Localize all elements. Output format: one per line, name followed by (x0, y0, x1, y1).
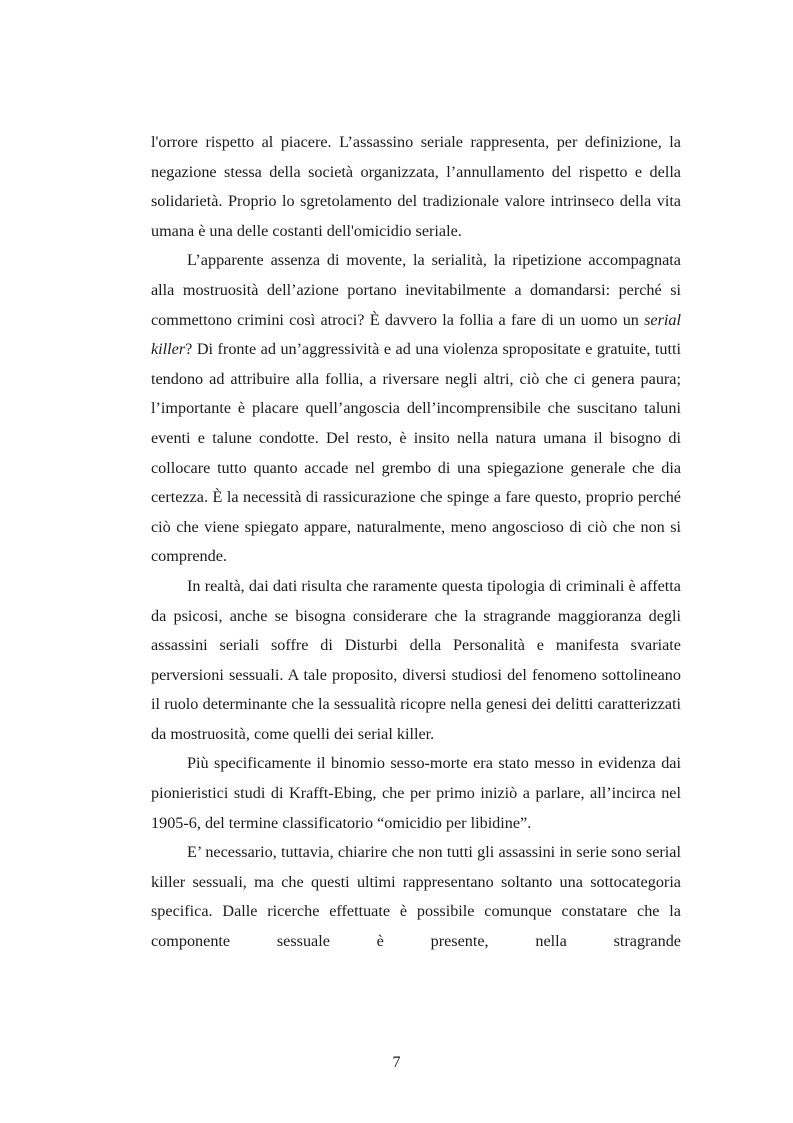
document-page (151, 128, 681, 957)
paragraph-4: Più specificamente il binomio sesso-morte era stato messo in evidenza dai pionieristici studi di Krafft-Ebing, che per primo iniziò a parlare, all’incirca nel 1905-6, del termine classificatorio “omicidio per libidine”. (151, 754, 681, 832)
paragraph-2-text-before-italic: L’apparente assenza di movente, la serialità, la ripetizione accompagnata alla mostruosità dell’azione portano inevitabilmente a domandarsi: perché si commettono crimini così atroci? È davvero la follia a fare di un uomo un (151, 251, 681, 329)
paragraph-1: l'orrore rispetto al piacere. L’assassino seriale rappresenta, per definizione, la negazione stessa della società organizzata, l’annullamento del rispetto e della solidarietà. Proprio lo sgretolamento del tradizionale valore intrinseco della vita umana è una delle costanti dell'omicidio seriale. (151, 133, 681, 240)
paragraph-2-text-after-italic: ? Di fronte ad un’aggressività e ad una violenza spropositate e gratuite, tutti tendono ad attribuire alla follia, a riversare negli altri, ciò che ci genera paura; l’importante è placare quell’angoscia dell’incomprensibile che suscitano taluni eventi e talune condotte. Del resto, è insito nella natura umana il bisogno di collocare tutto quanto accade nel grembo di una spiegazione generale che dia certezza. È la necessità di rassicurazione che spinge a fare questo, proprio perché ciò che viene spiegato appare, naturalmente, meno angoscioso di ciò che non si comprende. (151, 340, 681, 566)
serial-killer-emphasis: serial killer (151, 310, 681, 359)
paragraph-2 (151, 246, 681, 572)
paragraph-5: E’ necessario, tuttavia, chiarire che non tutti gli assassini in serie sono serial killer sessuali, ma che questi ultimi rappresentano soltanto una sottocategoria specifica. Dalle ricerche effettuate è possibile comunque constatare che la componente sessuale è presente, nella stragrande (151, 843, 681, 951)
page-number: 7 (392, 1054, 401, 1071)
paragraph-3: In realtà, dai dati risulta che raramente questa tipologia di criminali è affetta da psicosi, anche se bisogna considerare che la stragrande maggioranza degli assassini seriali soffre di Disturbi della Personalità e manifesta svariate perversioni sessuali. A tale proposito, diversi studiosi del fenomeno sottolineano il ruolo determinante che la sessualità ricopre nella genesi dei delitti caratterizzati da mostruosità, come quelli dei serial killer. (151, 576, 681, 743)
